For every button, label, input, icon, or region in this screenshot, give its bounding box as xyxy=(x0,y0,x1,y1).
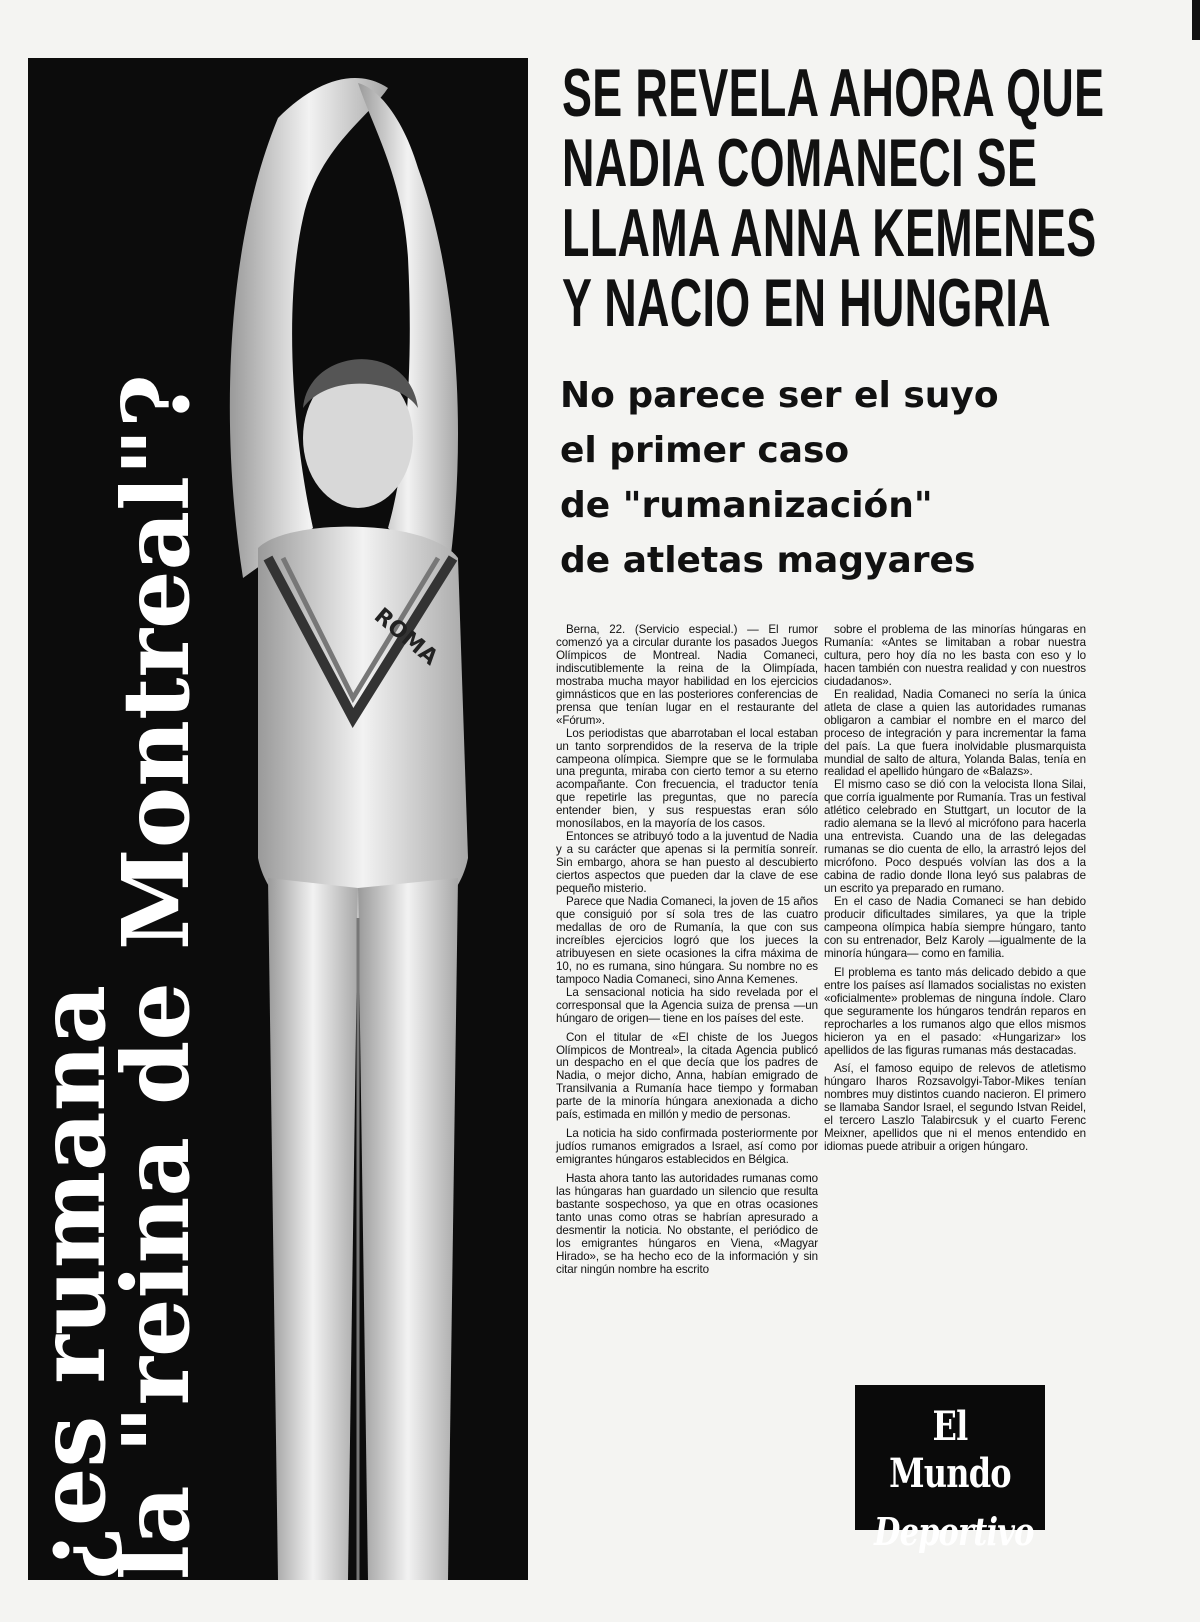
subheadline-line: de "rumanización" xyxy=(560,485,933,526)
headline-line: LLAMA ANNA KEMENES xyxy=(562,195,1097,271)
article-paragraph: El problema es tanto más delicado debido a que entre los países así llamados socialistas no existen «oficialmente» problemas de ninguna índole. Claro que seguramente los húngaros tendrán reparos en reprocharles a los rumanos algo que ellos mismos hicieron ya en el pasado: «Hungarizar» los apellidos de las figuras rumanas más destacadas. xyxy=(824,965,1086,1057)
logo-line-2: Deportivo xyxy=(874,1509,1034,1554)
article-paragraph: Los periodistas que abarrotaban el local estaban un tanto sorprendidos de la reserva de la triple campeona olímpica. Siempre que se le formulaba una pregunta, miraba con cierto temor a su eterno acompañante. Con frecuencia, el traductor tenía que repetirle las preguntas, que no parecía entender bien, y sus respuestas eran sólo monosílabos, en la mayoría de los casos. xyxy=(556,726,818,831)
caption-line-2: la "reina de Montreal"? xyxy=(102,374,210,1580)
article-paragraph: En realidad, Nadia Comaneci no sería la única atleta de clase a quien las autoridades rumanas obligaron a cambiar el nombre en el marco del proceso de integración y para incrementar la fama del país. La que fuera inolvidable plusmarquista mundial de salto de altura, Yolanda Balas, tenía en realidad el apellido húngaro de «Balazs». xyxy=(824,687,1086,779)
article-paragraph: Hasta ahora tanto las autoridades rumanas como las húngaras han guardado un silencio que resulta bastante sospechoso, ya que en otras ocasiones tanto unas como otras se habrían apresurado a desmentir la noticia. No obstante, el periódico de los emigrantes húngaros en Viena, «Magyar Hirado», se ha hecho eco de la información y sin citar ningún nombre ha escrito xyxy=(556,1172,818,1276)
subheadline-line: de atletas magyares xyxy=(560,540,976,581)
headline-line: NADIA COMANECI SE xyxy=(562,125,1038,201)
article-paragraph: Entonces se atribuyó todo a la juventud de Nadia y a su carácter que apenas si la permitía sonreír. Sin embargo, ahora se han puesto al descubierto ciertos aspectos que pueden dar la clave de ese pequeño misterio. xyxy=(556,830,818,896)
photo-caption-vertical xyxy=(18,60,210,1580)
el-mundo-deportivo-logo xyxy=(855,1385,1045,1554)
article-column-2 xyxy=(824,624,1086,1154)
subheadline-line: No parece ser el suyo xyxy=(560,375,999,416)
article-paragraph: Berna, 22. (Servicio especial.) — El rumor comenzó ya a circular durante los pasados Juegos Olímpicos de Montreal. Nadia Comaneci, indiscutiblemente la reina de la Olimpíada, mostraba mucha mayor habilidad en los ejercicios gimnásticos que en las posteriores conferencias de prensa que tenían lugar en el restaurante del «Fórum». xyxy=(556,623,818,727)
article-paragraph: sobre el problema de las minorías húngaras en Rumanía: «Antes se limitaban a robar nuestra cultura, pero hoy día no les basta con eso y lo hacen también con nuestra realidad y con nuestros ciudadanos». xyxy=(824,623,1086,688)
sash-text: ROMA xyxy=(369,603,443,671)
headline-line: SE REVELA AHORA QUE xyxy=(562,55,1105,131)
article-column-1 xyxy=(556,624,818,1277)
article-paragraph: La noticia ha sido confirmada posteriormente por judíos rumanos emigrados a Israel, así como por emigrantes húngaros establecidos en Bélgica. xyxy=(556,1127,818,1167)
article-paragraph: Parece que Nadia Comaneci, la joven de 15 años que consiguió por sí sola tres de las cuatro medallas de oro de Rumanía, la que con sus increíbles ejercicios logró que los jueces la atribuyesen en siete ocasiones la cifra máxima de 10, no es rumana, sino húngara. Su nombre no es tampoco Nadia Comaneci, sino Anna Kemenes. xyxy=(556,895,818,986)
article-paragraph: Con el titular de «El chiste de los Juegos Olímpicos de Montreal», la citada Agencia publicó un despacho en el que decía que los padres de Nadia, o mejor dicho, Anna, habían emigrado de Transilvania a Rumanía hace tiempo y formaban parte de la minoría húngara anexionada a dicho país, estimada en millón y medio de personas. xyxy=(556,1030,818,1122)
scan-edge-mark xyxy=(1192,0,1200,40)
logo-line-1: El Mundo xyxy=(889,1403,1011,1497)
article-paragraph: Así, el famoso equipo de relevos de atletismo húngaro Iharos Rozsavolgyi-Tabor-Mikes tenían nombres muy distintos cuando nacieron. El primero se llamaba Sandor Israel, el segundo Istvan Reidel, el tercero Laszlo Talabircsuk y el cuarto Ferenc Meixner, apellidos que ni el menos entendido en idiomas puede atribuir a origen húngaro. xyxy=(824,1062,1086,1154)
headline xyxy=(562,55,1105,341)
caption-line-1: ¿es rumana xyxy=(18,984,126,1580)
subheadline xyxy=(560,368,1080,588)
headline-line: Y NACIO EN HUNGRIA xyxy=(562,265,1051,341)
article-paragraph: En el caso de Nadia Comaneci se han debido producir dificultades similares, ya que la triple campeona olímpica había siempre húngaro, tanto con su entrenador, Belz Karoly —igualmente de la minoría húngara— como en familia. xyxy=(824,895,1086,960)
article-paragraph: El mismo caso se dió con la velocista Ilona Silai, que corría igualmente por Rumanía. Tras un festival atlético celebrado en Stuttgart, un locutor de la radio alemana se la llevó al micrófono para hacerla una entrevista. Cuando una de las delegadas rumanas se dio cuenta de ello, la arrastró lejos del micrófono. Poco después volvían las dos a la cabina de radio donde Ilona leyó sus palabras de un escrito ya preparado en rumano. xyxy=(824,778,1086,896)
article-paragraph: La sensacional noticia ha sido revelada por el corresponsal que la Agencia suiza de prensa —un húngaro de origen— tiene en los países del este. xyxy=(556,985,818,1025)
subheadline-line: el primer caso xyxy=(560,430,850,471)
